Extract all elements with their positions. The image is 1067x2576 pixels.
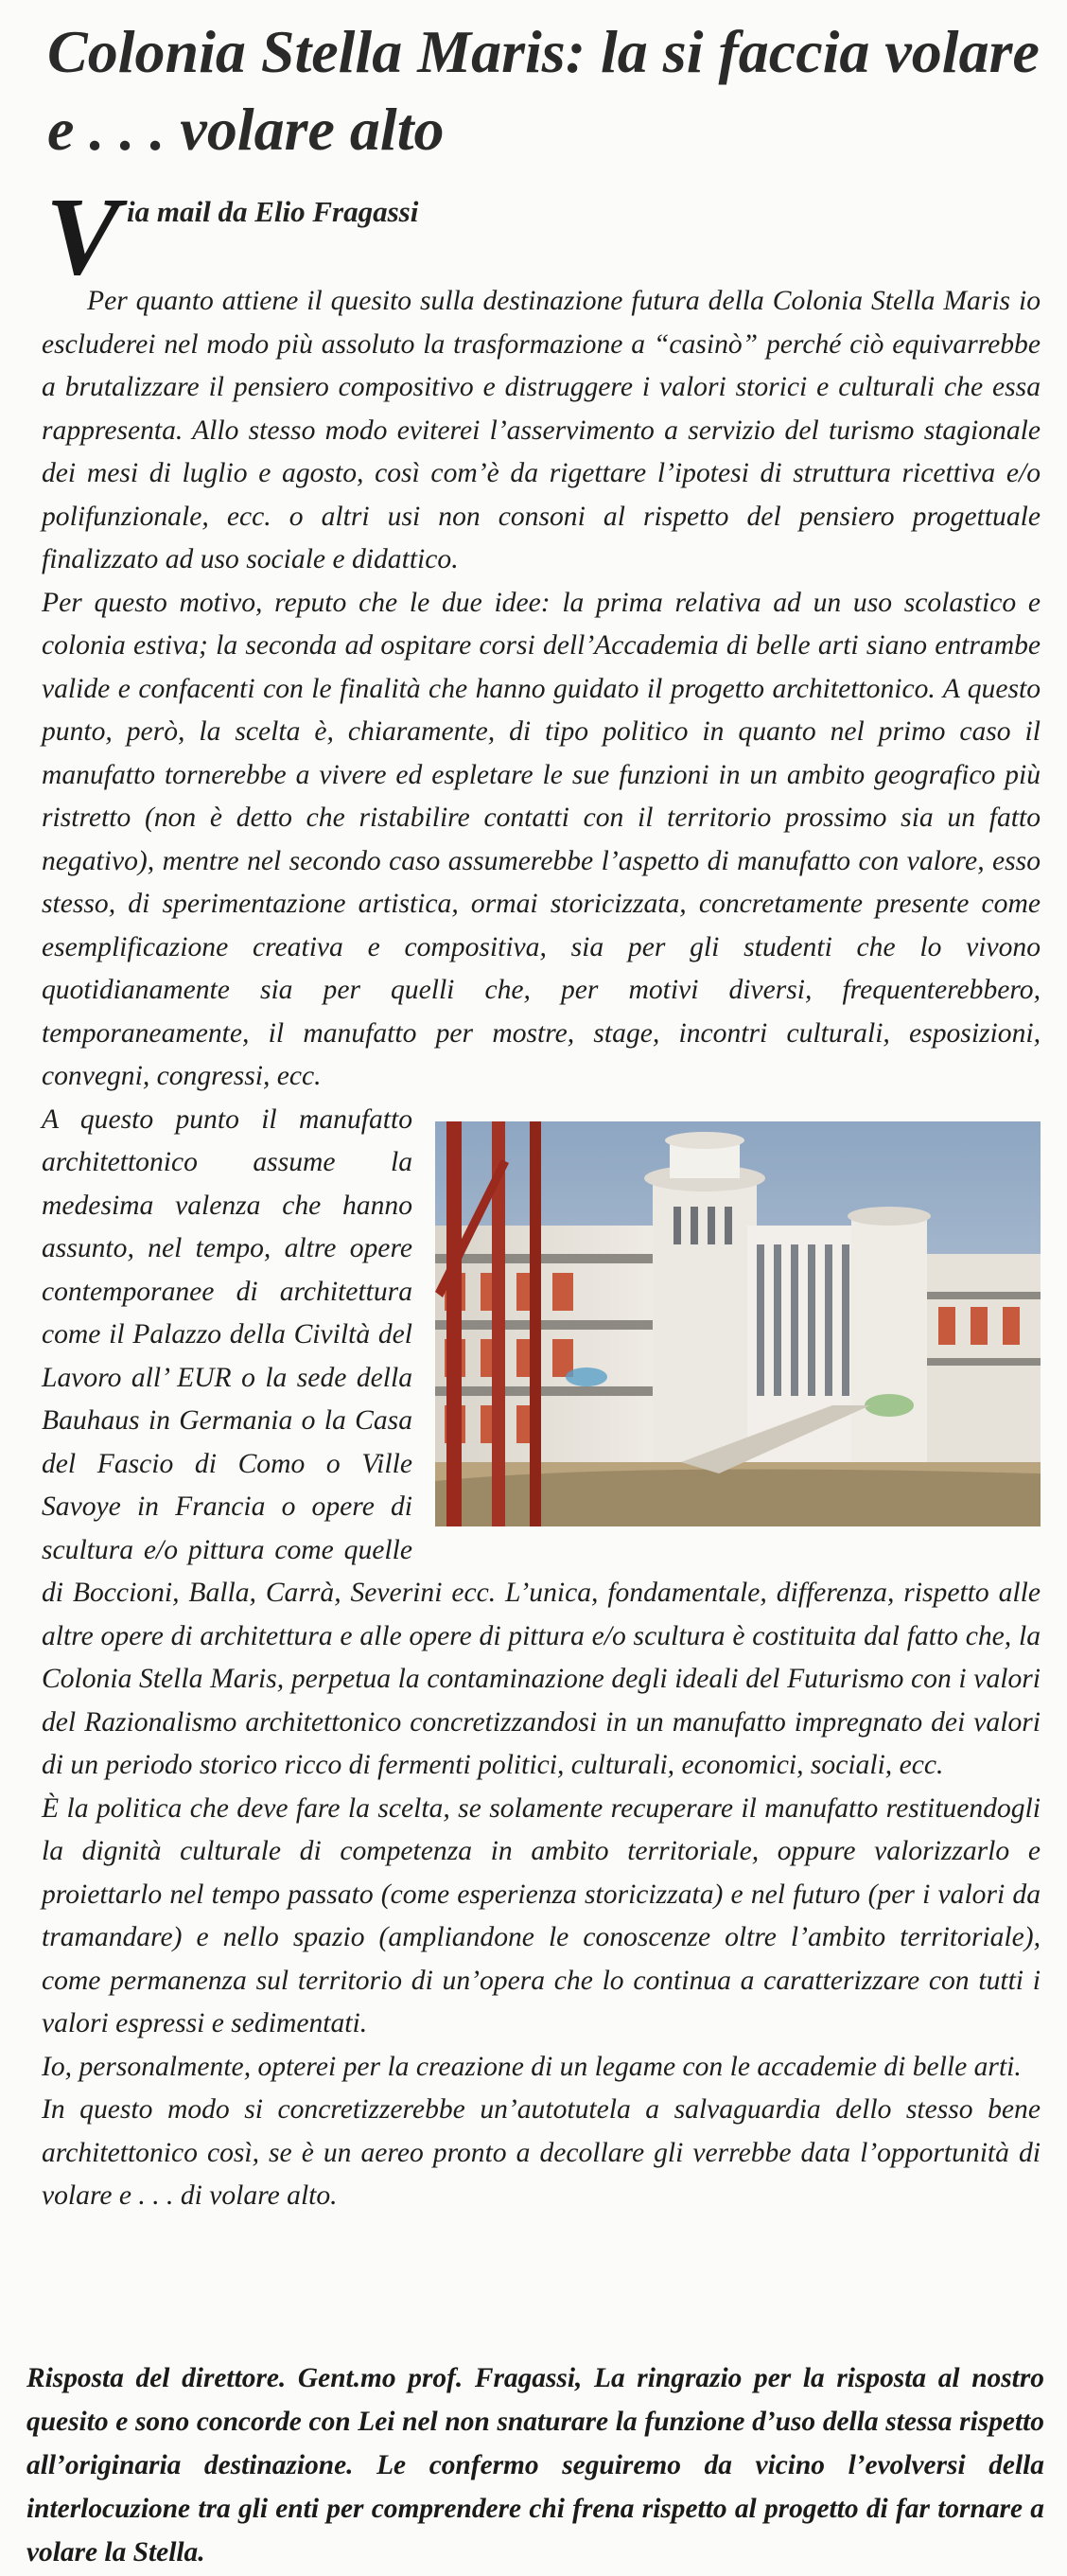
byline: ia mail da Elio Fragassi	[127, 195, 419, 228]
article-title: Colonia Stella Maris: la si faccia volare e . . . volare alto	[47, 18, 1040, 163]
paragraph-1: Per quanto attiene il quesito sulla destinazione futura della Colonia Stella Maris io escluderei nel modo più assoluto la trasformazione a “casinò” perché ciò equivarrebbe a brutalizzare il pensiero compositivo e distruggere i valori storici e culturali che essa rappresenta. Allo stesso modo eviterei l’asservimento a servizio del turismo stagionale dei mesi di luglio e agosto, così com’è da rigettare l’ipotesi di struttura ricettiva e/o polifunzionale, ecc. o altri usi non consoni al rispetto del pensiero progettuale finalizzato ad uso sociale e didattico.	[42, 286, 1041, 574]
director-reply: Risposta del direttore. Gent.mo prof. Fragassi, La ringrazio per la risposta al nostro quesito e sono concorde con Lei nel non snaturare la funzione d’uso della stessa rispetto all’originaria destinazione. Le confermo seguiremo da vicino l’evolversi della interlocuzione tra gli enti per comprendere chi frena rispetto al progetto di far tornare a volare la Stella.	[26, 2363, 1044, 2567]
drop-cap: V	[45, 174, 120, 298]
paragraph-6: In questo modo si concretizzerebbe un’autotutela a salvaguardia dello stesso bene architettonico così, se è un aereo pronto a decollare gli verrebbe data l’opportunità di volare e . . . di volare alto.	[42, 2094, 1041, 2211]
paragraph-2: Per questo motivo, reputo che le due idee: la prima relativa ad un uso scolastico e colonia estiva; la seconda ad ospitare corsi dell’Accademia di belle arti siano entrambe valide e confacenti con le finalità che hanno guidato il progetto architettonico. A questo punto, però, la scelta è, chiaramente, di tipo politico in quanto nel primo caso il manufatto tornerebbe a vivere ed espletare le sue funzioni in un ambito geografico più ristretto (non è detto che ristabilire contatti con il territorio prossimo sia un fatto negativo), mentre nel secondo caso assumerebbe l’aspetto di manufatto con valore, esso stesso, di sperimentazione artistica, ormai storicizzata, concretamente presente come esemplificazione creativa e compositiva, sia per gli studenti che lo vivono quotidianamente sia per quelli che, per motivi diversi, frequenterebbero, temporaneamente, il manufatto per mostre, stage, incontri culturali, esposizioni, convegni, congressi, ecc.	[42, 587, 1041, 1091]
article-body	[42, 280, 1041, 2218]
paragraph-3: A questo punto il manufatto architettonico assume la medesima valenza che hanno assunto, nel tempo, altre opere contemporanee di architettura come il Palazzo della Civiltà del Lavoro all’ EUR o la sede della Bauhaus in Germania o la Casa del Fascio di Como o Ville Savoye in Francia o opere di scultura e/o pittura come quelle di Boccioni, Balla, Carrà, Severini ecc. L’unica, fondamentale, differenza, rispetto alle altre opere di architettura e alle opere di pittura e/o scultura è costituita dal fatto che, la Colonia Stella Maris, perpetua la contaminazione degli ideali del Futurismo con i valori del Razionalismo architettonico concretizzandosi in un manufatto impregnato dei valori di un periodo storico ricco di fermenti politici, culturali, economici, sociali, ecc.	[42, 1103, 1041, 1780]
colonia-stella-maris-photo	[435, 1121, 1041, 1526]
paragraph-5: Io, personalmente, opterei per la creazione di un legame con le accademie di belle arti.	[42, 2051, 1022, 2082]
building-illustration	[435, 1121, 1041, 1526]
paragraph-4: È la politica che deve fare la scelta, se solamente recuperare il manufatto restituendogli la dignità culturale di competenza in ambito territoriale, oppure valorizzarlo e proiettarlo nel tempo passato (come esperienza storicizzata) e nel futuro (per i valori da tramandare) e nello spazio (ampliandone le conoscenze oltre l’ambito territoriale), come permanenza sul territorio di un’opera che lo continua a caratterizzare con tutti i valori espressi e sedimentati.	[42, 1792, 1041, 2038]
